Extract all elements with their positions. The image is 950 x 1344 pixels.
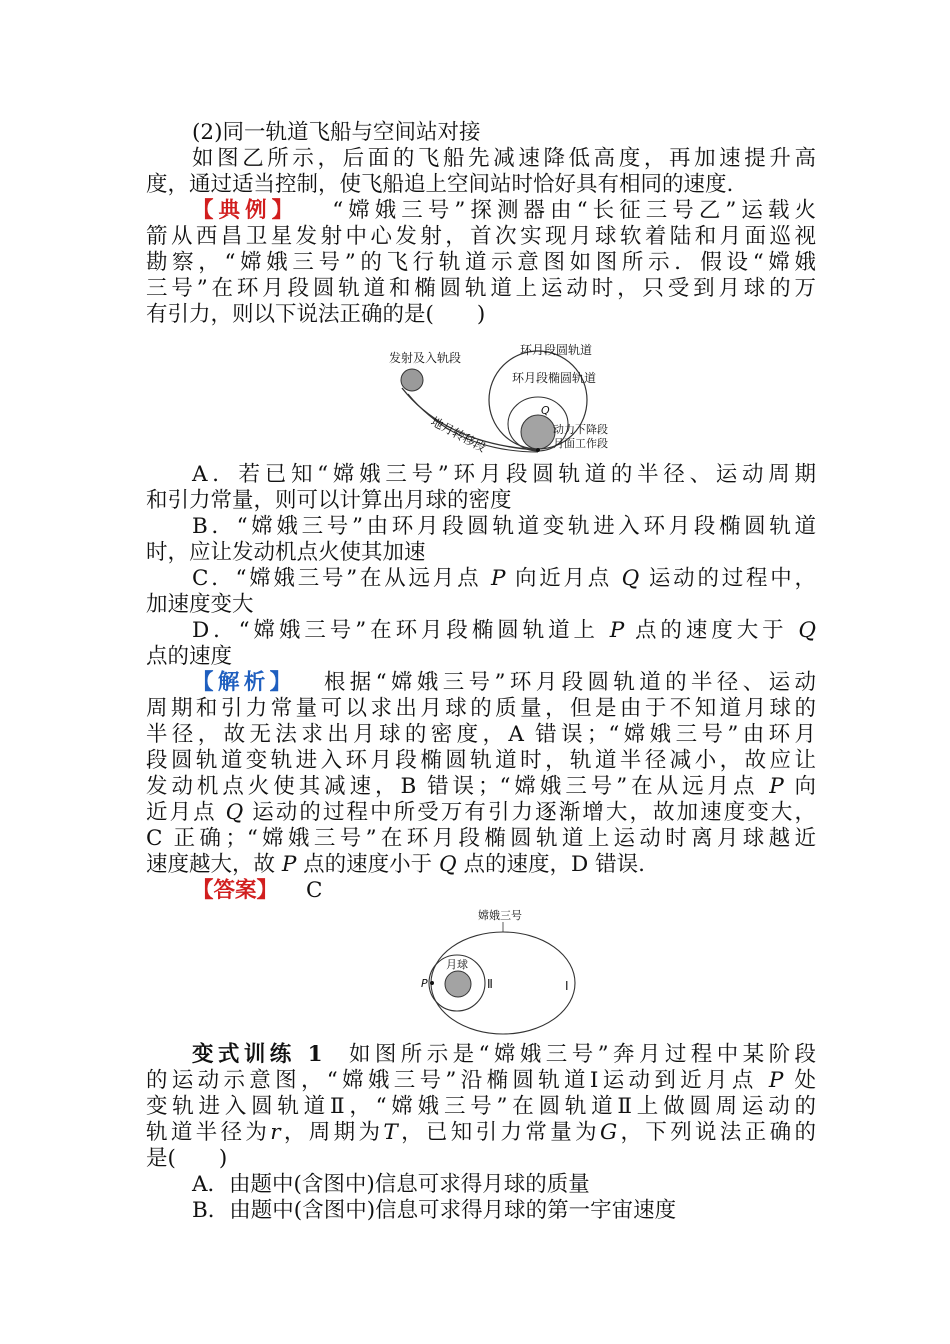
point-p-marker-2 xyxy=(430,981,434,985)
moon-circle-2 xyxy=(445,971,471,997)
answer-tag: 【答案】 xyxy=(192,878,279,903)
probe-label: 嫦娥三号 xyxy=(478,909,522,922)
option-d: D．“嫦娥三号”在环月段椭圆轨道上 P 点的速度大于 Q xyxy=(192,618,816,643)
option-c: C．“嫦娥三号”在从远月点 P 向近月点 Q 运动的过程中， xyxy=(192,566,816,591)
option-b: B．“嫦娥三号”由环月段圆轨道变轨进入环月段椭圆轨道 xyxy=(192,514,816,539)
option-c-cont: 加速度变大 xyxy=(146,592,254,617)
analysis-line: 【解析】 根据“嫦娥三号”环月段圆轨道的半径、运动 xyxy=(192,670,816,695)
analysis-line: 周期和引力常量可以求出月球的质量，但是由于不知道月球的 xyxy=(146,696,816,721)
p-label-2: P xyxy=(421,977,428,990)
example-line: 勘察，“嫦娥三号”的飞行轨道示意图如图所示．假设“嫦娥 xyxy=(146,250,816,275)
moon-circle xyxy=(521,415,555,449)
powered-descent-label: 动力下降段 xyxy=(553,423,608,436)
example-tag: 【典例】 xyxy=(192,198,299,223)
analysis-line: 段圆轨道变轨进入环月段椭圆轨道时，轨道半径减小，故应让 xyxy=(146,748,816,773)
analysis-line: 速度越大，故 P 点的速度小于 Q 点的速度，D 错误. xyxy=(146,852,645,877)
example-line: 三号”在环月段圆轨道和椭圆轨道上运动时，只受到月球的万 xyxy=(146,276,816,301)
option-a-cont: 和引力常量，则可以计算出月球的密度 xyxy=(146,488,512,513)
option-b-cont: 时，应让发动机点火使其加速 xyxy=(146,540,426,565)
option-d-cont: 点的速度 xyxy=(146,644,233,669)
variant-line: 的运动示意图，“嫦娥三号”沿椭圆轨道Ⅰ运动到近月点 P 处 xyxy=(146,1068,816,1093)
transfer-label: 地月转移段 xyxy=(428,414,489,455)
moon-label: 月球 xyxy=(446,958,468,971)
orbit-figure-2 xyxy=(146,908,816,1036)
variant-line: 轨道半径为r，周期为T，已知引力常量为G，下列说法正确的 xyxy=(146,1120,816,1145)
paragraph-line: 度，通过适当控制，使飞船追上空间站时恰好具有相同的速度. xyxy=(146,172,734,197)
answer-value: C xyxy=(306,878,323,903)
example-line: 有引力，则以下说法正确的是( ) xyxy=(146,302,486,327)
document-page xyxy=(146,120,816,1224)
launch-label: 发射及入轨段 xyxy=(389,351,462,365)
option-a: A．若已知“嫦娥三号”环月段圆轨道的半径、运动周期 xyxy=(192,462,816,487)
earth-circle xyxy=(401,369,423,391)
variant-line: 是( ) xyxy=(146,1146,228,1171)
circle-orbit-label: 环月段圆轨道 xyxy=(520,343,593,357)
variant-line: 变轨进入圆轨道Ⅱ，“嫦娥三号”在圆轨道Ⅱ上做圆周运动的 xyxy=(146,1094,816,1119)
variant-tag: 变式训练 1 xyxy=(192,1042,323,1067)
ellipse-orbit-label: 环月段椭圆轨道 xyxy=(512,371,597,385)
example-line: 【典例】 “嫦娥三号”探测器由“长征三号乙”运载火 xyxy=(192,198,816,223)
analysis-line: 半径，故无法求出月球的密度，A 错误；“嫦娥三号”由环月 xyxy=(146,722,816,747)
analysis-line: 发动机点火使其减速，B 错误；“嫦娥三号”在从远月点 P 向 xyxy=(146,774,817,799)
variant-option-a: A．由题中(含图中)信息可求得月球的质量 xyxy=(192,1172,590,1197)
orbit-2-label: Ⅱ xyxy=(487,977,493,991)
analysis-tag: 【解析】 xyxy=(192,670,296,695)
surface-work-label: 月面工作段 xyxy=(553,437,608,450)
point-q-label: Q xyxy=(541,404,550,417)
orbit-1-label: Ⅰ xyxy=(565,979,569,993)
analysis-line: C 正确；“嫦娥三号”在环月段椭圆轨道上运动时离月球越近 xyxy=(146,826,816,851)
analysis-line: 近月点 Q 运动的过程中所受万有引力逐渐增大，故加速度变大， xyxy=(146,800,816,825)
variant-line: 变式训练 1 如图所示是“嫦娥三号”奔月过程中某阶段 xyxy=(192,1042,816,1067)
example-line: 箭从西昌卫星发射中心发射，首次实现月球软着陆和月面巡视 xyxy=(146,224,816,249)
point-p-marker xyxy=(536,448,540,452)
orbit-figure xyxy=(146,332,816,456)
section-heading: (2)同一轨道飞船与空间站对接 xyxy=(192,120,481,145)
answer-line xyxy=(146,878,816,904)
variant-option-b: B．由题中(含图中)信息可求得月球的第一宇宙速度 xyxy=(192,1198,677,1223)
paragraph-line: 如图乙所示，后面的飞船先减速降低高度，再加速提升高 xyxy=(192,146,816,171)
